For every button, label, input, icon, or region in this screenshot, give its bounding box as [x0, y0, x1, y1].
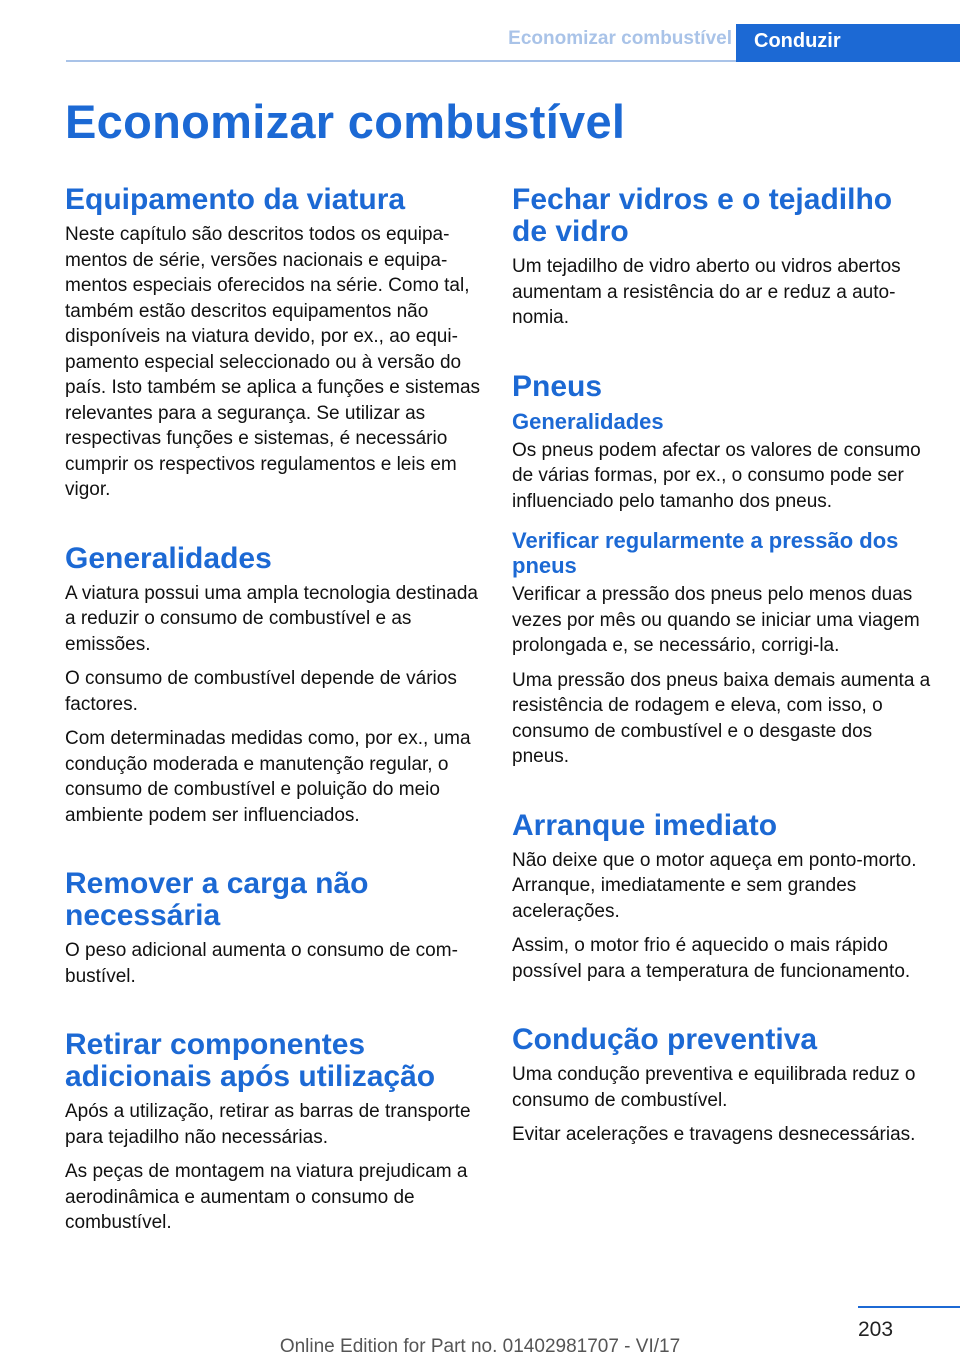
subheading-verificar-pressao: Verificar regularmente a pressão dos pneus — [512, 528, 899, 578]
paragraph-generalidades-2: O consumo de combustível depende de vários factores. — [65, 668, 457, 715]
page-title: Economizar combustível — [65, 95, 626, 148]
subheading-pneus-generalidades: Generalidades — [512, 408, 664, 434]
paragraph-verificar-2: Uma pressão dos pneus baixa demais aumenta a resistência de rodagem e eleva, com isso, o consumo de combustível e o desgaste dos pneus. — [512, 669, 931, 767]
header-section-title: Economizar combustível — [508, 28, 732, 49]
header-chapter-tab: Conduzir — [736, 24, 960, 62]
paragraph-generalidades-3: Com determinadas medidas como, por ex., uma condução moderada e manutenção regular, o consumo de combustível e poluição do meio ambiente podem ser influenciados. — [65, 728, 471, 826]
heading-generalidades: Generalidades — [65, 541, 272, 575]
left-column — [65, 184, 483, 1245]
heading-pneus: Pneus — [512, 369, 603, 403]
heading-equipamento: Equipamento da viatura — [65, 183, 406, 216]
heading-fechar-vidros: Fechar vidros e o tejadilho de vidro — [512, 183, 893, 248]
paragraph-arranque-1: Não deixe que o motor aqueça em ponto-morto. Arranque, imediatamente e sem grandes acelerações. — [512, 849, 917, 922]
paragraph-retirar-2: As peças de montagem na viatura prejudicam a aerodinâmica e aumentam o consumo de combustível. — [65, 1161, 468, 1233]
heading-remover-carga: Remover a carga não necessária — [65, 867, 369, 932]
header-rule — [66, 60, 736, 62]
heading-conducao-preventiva: Condução preventiva — [512, 1023, 818, 1056]
paragraph-equipamento: Neste capítulo são descritos todos os equipamentos de série, versões nacionais e equipamentos especiais oferecidos na série. Como tal, também estão descritos equipamentos não disponíveis na viatura devido, por ex., ao equipamento especial seleccionado ou à versão do país. Isto também se aplica a funções e sistemas relevantes para a segurança. Se utilizar as respectivas funções e sistemas, é necessário cumprir os respectivos regulamentos e leis em vigor. — [65, 224, 481, 500]
footer-edition: Online Edition for Part no. 01402981707 - VI/17 — [279, 1336, 681, 1357]
footer-rule — [858, 1306, 960, 1308]
paragraph-fechar-vidros: Um tejadilho de vidro aberto ou vidros abertos aumentam a resistência do ar e reduz a autonomia. — [512, 256, 901, 328]
paragraph-verificar-1: Verificar a pressão dos pneus pelo menos duas vezes por mês ou quando se iniciar uma viagem prolongada e, se necessário, corrigi-la. — [512, 584, 920, 656]
paragraph-arranque-2: Assim, o motor frio é aquecido o mais rápido possível para a temperatura de funcionamento. — [512, 935, 911, 982]
page-number: 203 — [858, 1318, 894, 1341]
paragraph-conducao-1: Uma condução preventiva e equilibrada reduz o consumo de combustível. — [512, 1064, 916, 1111]
paragraph-remover-carga: O peso adicional aumenta o consumo de combustível. — [65, 940, 458, 987]
paragraph-retirar-1: Após a utilização, retirar as barras de transporte para tejadilho não necessárias. — [65, 1101, 471, 1148]
right-column — [512, 184, 932, 1157]
heading-retirar-componentes: Retirar componentes adicionais após utilização — [65, 1028, 436, 1093]
paragraph-pneus-generalidades: Os pneus podem afectar os valores de consumo de várias formas, por ex., o consumo pode ser influenciado pelo tamanho dos pneus. — [512, 439, 921, 512]
paragraph-conducao-2: Evitar acelerações e travagens desnecessárias. — [512, 1124, 916, 1145]
paragraph-generalidades-1: A viatura possui uma ampla tecnologia destinada a reduzir o consumo de combustível e as emissões. — [65, 582, 478, 655]
heading-arranque-imediato: Arranque imediato — [512, 808, 778, 842]
